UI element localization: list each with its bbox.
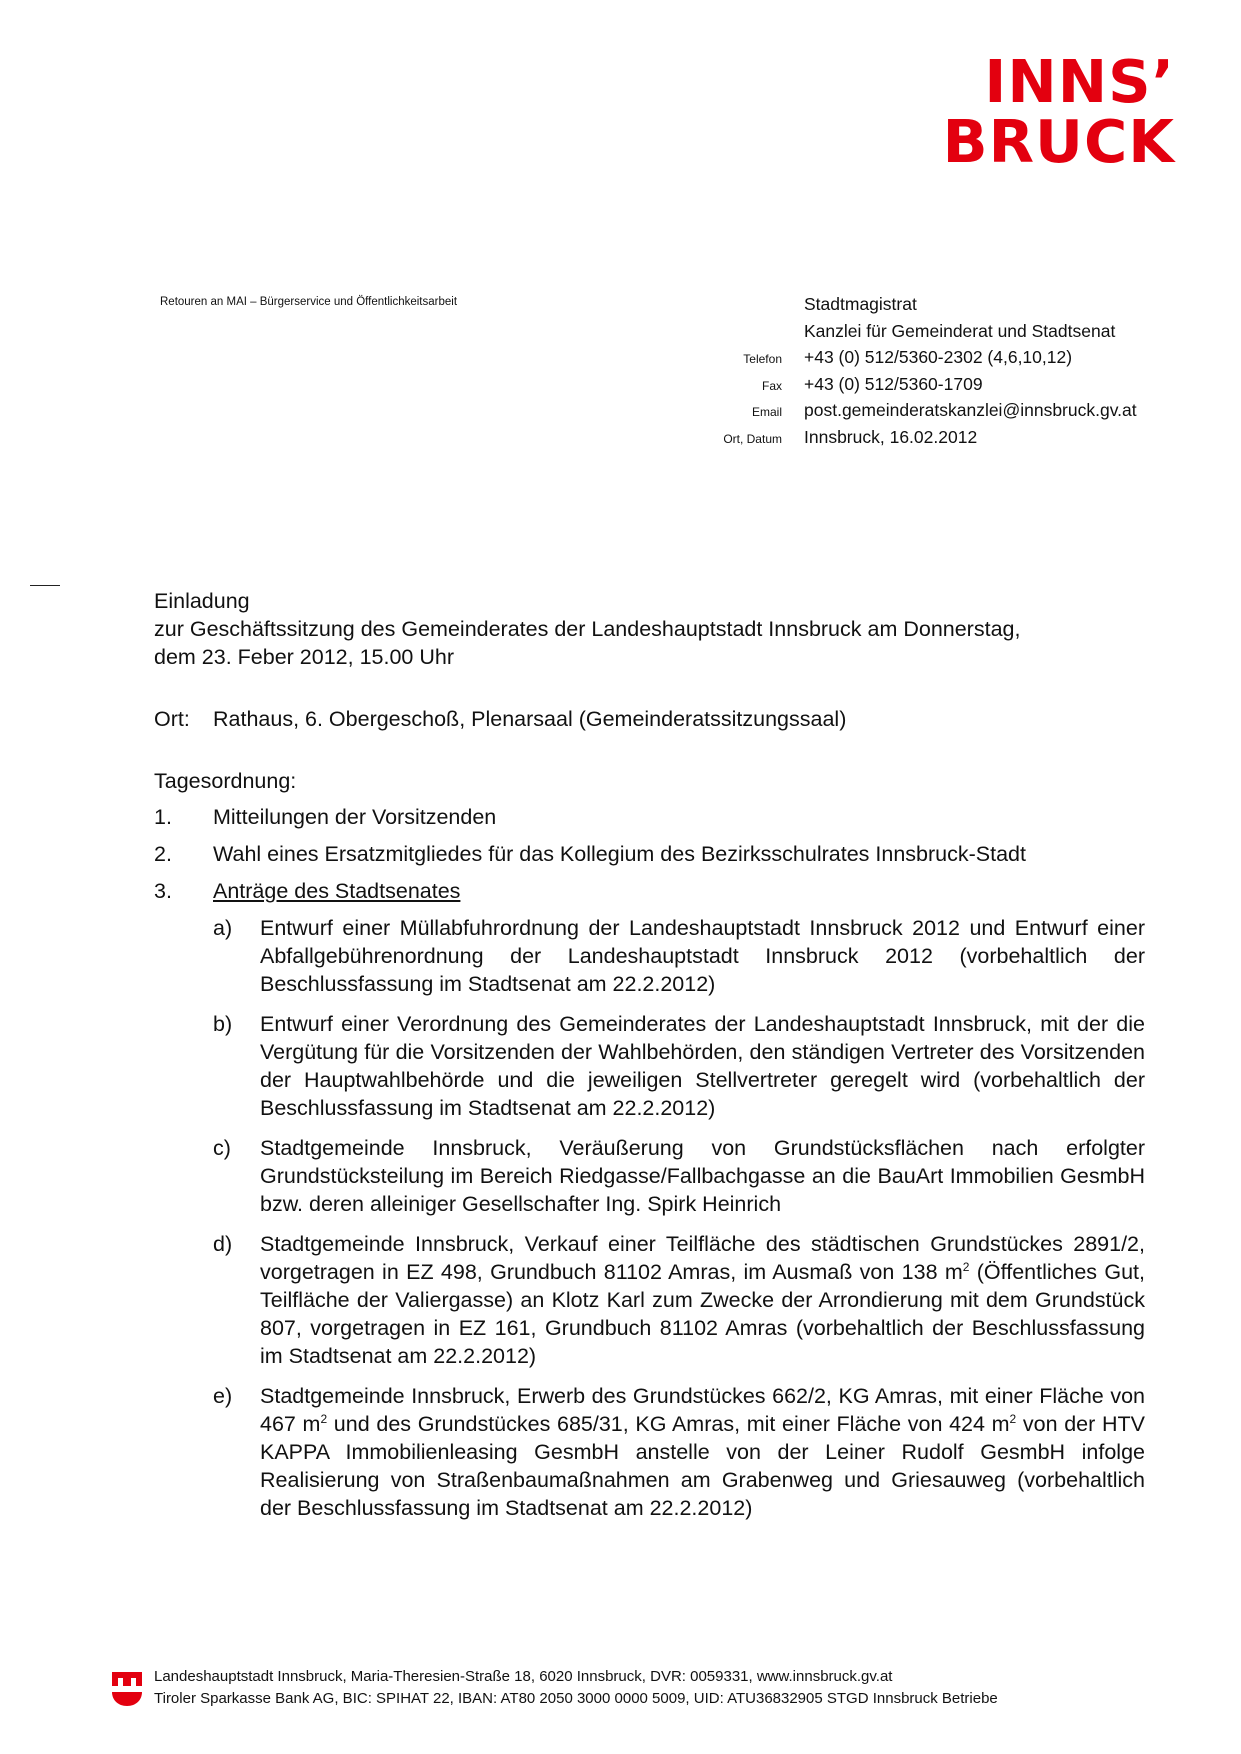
agenda-item-number: 2. — [154, 842, 172, 866]
letter-body — [154, 587, 1154, 1534]
agenda-list — [154, 803, 1154, 1522]
superscript: 2 — [320, 1411, 328, 1426]
footer-text — [154, 1666, 998, 1710]
superscript: 2 — [1009, 1411, 1017, 1426]
sub-agenda-item — [213, 1382, 1154, 1522]
agenda-item-number: 3. — [154, 879, 172, 903]
location-value: Rathaus, 6. Obergeschoß, Plenarsaal (Gemeinderatssitzungssaal) — [213, 707, 847, 731]
sub-agenda-item — [213, 1010, 1154, 1122]
phone-label: Telefon — [743, 352, 782, 366]
sub-agenda-item — [213, 1230, 1154, 1370]
sub-item-letter: c) — [213, 1136, 231, 1160]
innsbruck-coat-of-arms-icon — [110, 1670, 144, 1708]
sub-item-text — [260, 1382, 1145, 1522]
agenda-item-text: Wahl eines Ersatzmitgliedes für das Kollegium des Bezirksschulrates Innsbruck-Stadt — [213, 842, 1026, 866]
email-value[interactable]: post.gemeinderatskanzlei@innsbruck.gv.at — [804, 400, 1137, 420]
agenda-item-text: Anträge des Stadtsenates — [213, 879, 461, 903]
agenda-item — [154, 877, 1154, 905]
agenda-item-number: 1. — [154, 805, 172, 829]
return-address: Retouren an MAI – Bürgerservice und Öffentlichkeitsarbeit — [160, 296, 458, 308]
sub-item-letter: e) — [213, 1384, 233, 1408]
sub-item-text-part: und des Grundstückes 685/31, KG Amras, mit einer Fläche von 424 m — [327, 1412, 1010, 1436]
sub-item-text-part: Stadtgemeinde Innsbruck, Erwerb des Grundstückes 662/2, KG Amras, mit einer Fläche von 467 m — [260, 1384, 1145, 1436]
sub-item-text-part: (Öffentliches Gut, Teilfläche der Valiergasse) an Klotz Karl zum Zwecke der Arrondierung mit dem Grundstück 807, vorgetragen in EZ 161, Grundbuch 81102 Amras (vorbehaltlich der Beschlussfassung im Stadtsenat am 22.2.2012) — [260, 1260, 1145, 1368]
innsbruck-logo — [931, 47, 1175, 176]
footer-line-1: Landeshauptstadt Innsbruck, Maria-Theresien-Straße 18, 6020 Innsbruck, DVR: 0059331, www.innsbruck.gv.at — [154, 1668, 893, 1685]
agenda-item — [154, 840, 1154, 868]
agenda-item-text: Mitteilungen der Vorsitzenden — [213, 805, 497, 829]
sub-agenda-item — [213, 1134, 1154, 1218]
sender-block — [700, 294, 1180, 453]
sub-item-text: Stadtgemeinde Innsbruck, Veräußerung von Grundstücksflächen nach erfolgter Grundstücksteilung im Bereich Riedgasse/Fallbachgasse an die BauArt Immobilien GesmbH bzw. deren alleiniger Gesellschafter Ing. Spirk Heinrich — [260, 1136, 1145, 1216]
superscript: 2 — [962, 1259, 970, 1274]
agenda-item — [154, 803, 1154, 831]
sub-agenda-list — [213, 914, 1154, 1522]
place-date-label: Ort, Datum — [723, 431, 782, 446]
sender-department: Kanzlei für Gemeinderat und Stadtsenat — [804, 320, 1116, 341]
location-row — [154, 705, 1154, 733]
fold-mark — [30, 585, 60, 586]
sub-agenda-item — [213, 914, 1154, 998]
sub-item-text: Entwurf einer Müllabfuhrordnung der Landeshauptstadt Innsbruck 2012 und Entwurf einer Abfallgebührenordnung der Landeshauptstadt Innsbruck 2012 (vorbehaltlich der Beschlussfassung im Stadtsenat am 22.2.2012) — [260, 916, 1145, 996]
logo-line-1: INNS’ — [984, 47, 1175, 116]
location-label: Ort: — [154, 707, 190, 731]
fax-label: Fax — [761, 378, 782, 393]
sub-item-letter: b) — [213, 1012, 233, 1036]
invitation-line-2: zur Geschäftssitzung des Gemeinderates der Landeshauptstadt Innsbruck am Donnerstag, — [154, 617, 1021, 641]
sub-item-letter: d) — [213, 1232, 233, 1256]
phone-value: +43 (0) 512/5360-2302 (4,6,10,12) — [804, 347, 1073, 367]
sub-item-text-part: Stadtgemeinde Innsbruck, Verkauf einer Teilfläche des städtischen Grundstückes 2891/2, vorgetragen in EZ 498, Grundbuch 81102 Amras, im Ausmaß von 138 m — [260, 1232, 1145, 1284]
email-label: Email — [751, 405, 782, 419]
place-date-value: Innsbruck, 16.02.2012 — [804, 426, 978, 447]
sub-item-letter: a) — [213, 916, 233, 940]
sub-item-text-part: von der HTV KAPPA Immobilienleasing GesmbH anstelle von der Leiner Rudolf GesmbH infolge Realisierung von Straßenbaumaßnahmen am Grabenweg und Griesauweg (vorbehaltlich der Beschlussfassung im Stadtsenat am 22.2.2012) — [260, 1412, 1145, 1520]
sub-item-text — [260, 1230, 1145, 1370]
logo-line-2: BRUCK — [942, 107, 1175, 176]
invitation-title: Einladung — [154, 589, 250, 613]
sender-org: Stadtmagistrat — [804, 294, 917, 314]
sub-item-text: Entwurf einer Verordnung des Gemeinderates der Landeshauptstadt Innsbruck, mit der die Vergütung für die Vorsitzenden der Wahlbehörden, den ständigen Vertreter des Vorsitzenden der Hauptwahlbehörde und die jeweiligen Stellvertreter geregelt wird (vorbehaltlich der Beschlussfassung im Stadtsenat am 22.2.2012) — [260, 1012, 1145, 1120]
agenda-heading: Tagesordnung: — [154, 769, 297, 793]
invitation-line-3: dem 23. Feber 2012, 15.00 Uhr — [154, 645, 454, 669]
fax-value: +43 (0) 512/5360-1709 — [804, 373, 983, 394]
footer-line-2: Tiroler Sparkasse Bank AG, BIC: SPIHAT 22, IBAN: AT80 2050 3000 0000 5009, UID: ATU36832905 STGD Innsbruck Betriebe — [154, 1690, 998, 1707]
